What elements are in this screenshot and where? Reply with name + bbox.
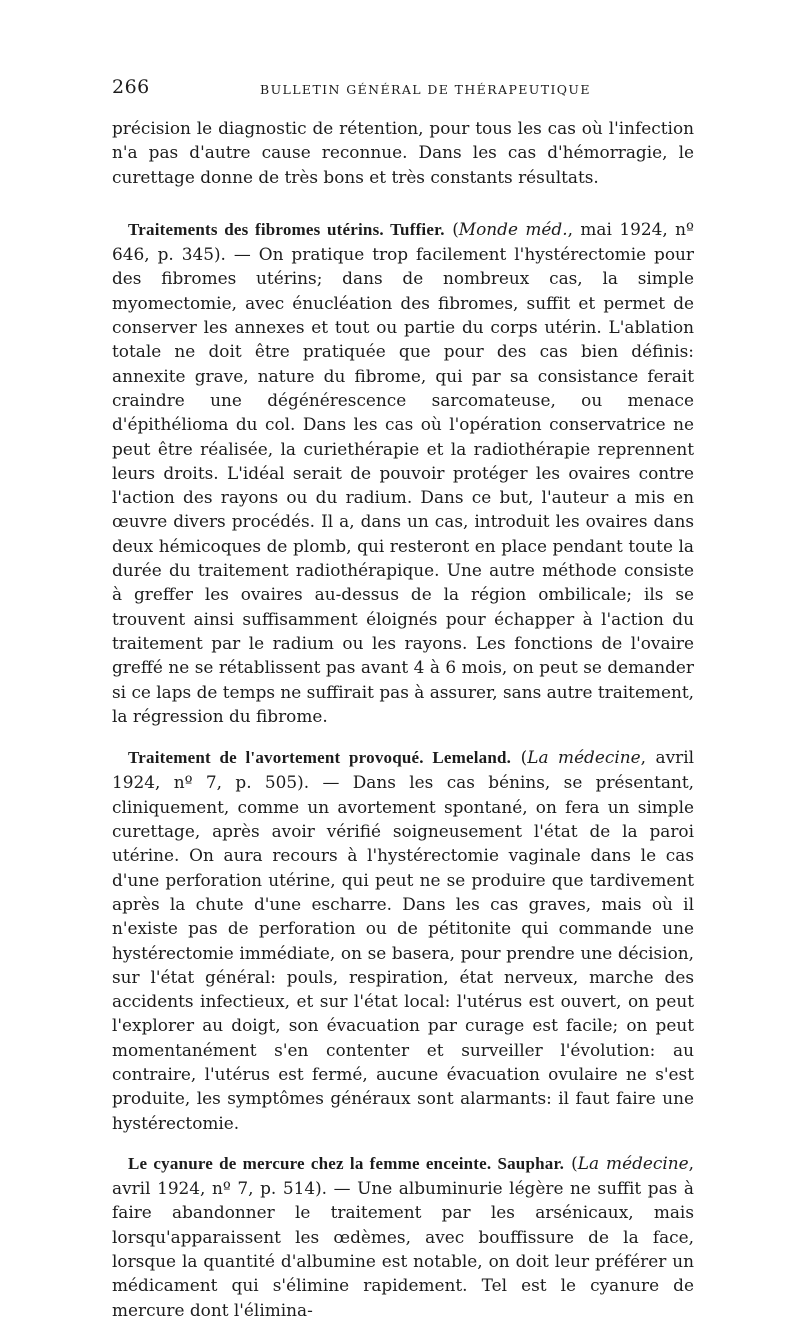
continued-paragraph: précision le diagnostic de rétention, pour tous les cas où l'infection n'a pas d'autre cause reconnue. Dans les cas d'hémorragie, le curettage donne de très bons et très constants résultats. [112, 118, 694, 187]
article-fibromes [112, 217, 694, 728]
source-open: ( [564, 1152, 578, 1173]
source-journal: La médecine [527, 747, 641, 768]
page-number: 266 [112, 76, 150, 98]
article-title: Traitements des fibromes utérins. Tuffier. [128, 219, 445, 239]
running-header [112, 70, 694, 110]
page [112, 70, 694, 1322]
article-body: — Dans les cas bénins, se présentant, cliniquement, comme un avortement spontané, on fera un simple curettage, après avoir vérifié soigneusement l'état de la paroi utérine. On aura recours à l'hystérectomie vaginale dans le cas d'une perforation utérine, qui peut ne se produire que tardivement après la chute d'une escharre. Dans les cas graves, mais où il n'existe pas de perforation ou de pétitonite qui commande une hystérectomie immédiate, on se basera, pour prendre une décision, sur l'état général: pouls, respiration, état nerveux, marche des accidents infectieux, et sur l'état local: l'utérus est ouvert, on peut l'explorer au doigt, son évacuation par curage est facile; on peut momentanément s'en contenter et surveiller l'évolution: au contraire, l'utérus est fermé, aucune évacuation ovulaire ne s'est produite, les symptômes généraux sont alarmants: il faut faire une hystérectomie. [112, 772, 694, 1133]
article-body: — Une albuminurie légère ne suffit pas à faire abandonner le traitement par les arsénicaux, mais lorsqu'apparaissent les œdèmes, avec bouffissure de la face, lorsque la quantité d'albumine est notable, on doit leur préférer un médicament qui s'élimine rapidement. Tel est le cyanure de mercure dont l'élimina- [112, 1178, 694, 1320]
source-citation: , avril 1924, nº 7, p. 505). [112, 747, 694, 793]
article-body: — On pratique trop facilement l'hystérectomie pour des fibromes utérins; dans de nombreux cas, la simple myomectomie, avec énucléation des fibromes, suffit et permet de conserver les annexes et tout ou partie du corps utérin. L'ablation totale ne doit être pratiquée que pour des cas bien définis: annexite grave, nature du fibrome, qui par sa consistance ferait craindre une dégénérescence sarcomateuse, ou menace d'épithélioma du col. Dans les cas où l'opération conservatrice ne peut être réalisée, la curiethérapie et la radiothérapie reprennent leurs droits. L'idéal serait de pouvoir protéger les ovaires contre l'action des rayons ou du radium. Dans ce but, l'auteur a mis en œuvre divers procédés. Il a, dans un cas, introduit les ovaires dans deux hémicoques de plomb, qui resteront en place pendant toute la durée du traitement radiothérapique. Une autre méthode consiste à greffer les ovaires au-dessus de la région ombilicale; ils se trouvent ainsi suffisamment éloignés pour échapper à l'action du traitement par le radium ou les rayons. Les fonctions de l'ovaire greffé ne se rétablissent pas avant 4 à 6 mois, on peut se demander si ce laps de temps ne suffirait pas à assurer, sans autre traitement, la régression du fibrome. [112, 244, 694, 726]
source-open: ( [511, 747, 528, 768]
article-cyanure [112, 1151, 694, 1322]
source-journal: La médecine [577, 1152, 689, 1173]
article-title: Traitement de l'avortement provoqué. Lemeland. [128, 748, 512, 768]
article-avortement [112, 745, 694, 1135]
source-open: ( [444, 218, 459, 239]
source-citation: , avril 1924, nº 7, p. 514). [112, 1152, 694, 1199]
article-title: Le cyanure de mercure chez la femme enceinte. Sauphar. [128, 1153, 565, 1173]
source-journal: Monde méd. [458, 218, 568, 239]
running-title: BULLETIN GÉNÉRAL DE THÉRAPEUTIQUE [260, 82, 591, 97]
source-citation: , mai 1924, nº 646, p. 345). [112, 218, 694, 265]
